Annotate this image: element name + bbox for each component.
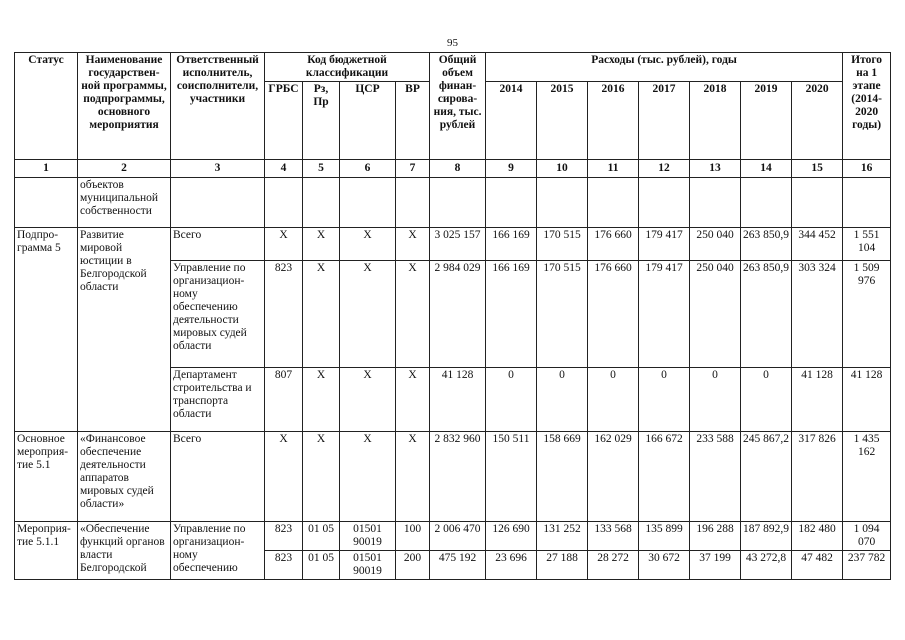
stage-total-cell: 41 128 <box>843 368 891 432</box>
year-cell: 344 452 <box>792 228 843 261</box>
year-cell: 263 850,9 <box>741 261 792 368</box>
stage-total-cell: 1 551 104 <box>843 228 891 261</box>
year-cell: 250 040 <box>690 261 741 368</box>
grbs-cell <box>265 522 303 580</box>
vr-cell: Х <box>396 432 430 522</box>
name-cell: объектов муниципальной собственности <box>78 178 171 228</box>
year-value: 27 188 <box>546 552 578 564</box>
year-cell: 170 515 <box>537 228 588 261</box>
col-number: 15 <box>792 160 843 178</box>
empty-cell <box>340 178 396 228</box>
year-value: 43 272,8 <box>745 552 787 564</box>
col-number: 8 <box>430 160 486 178</box>
col-number: 14 <box>741 160 792 178</box>
header-grbs: ГРБС <box>265 82 303 160</box>
year-cell: 303 324 <box>792 261 843 368</box>
rz-cell: Х <box>303 432 340 522</box>
csr-cell: Х <box>340 368 396 432</box>
stage-total-value: 237 782 <box>847 552 886 564</box>
empty-cell <box>843 178 891 228</box>
year-cell: 158 669 <box>537 432 588 522</box>
year-cell: 250 040 <box>690 228 741 261</box>
year-cell: 0 <box>639 368 690 432</box>
year-value: 196 288 <box>690 522 740 551</box>
year-value: 131 252 <box>537 522 587 551</box>
status-cell: Мероприя-тие 5.1.1 <box>15 522 78 580</box>
year-cell: 166 672 <box>639 432 690 522</box>
csr-cell <box>340 522 396 580</box>
year-value: 37 199 <box>699 552 731 564</box>
year-cell: 41 128 <box>792 368 843 432</box>
grbs-cell: 807 <box>265 368 303 432</box>
table-row <box>15 178 891 228</box>
year-cell: 179 417 <box>639 261 690 368</box>
total-cell: 41 128 <box>430 368 486 432</box>
col-number: 3 <box>171 160 265 178</box>
empty-cell <box>486 178 537 228</box>
year-cell <box>690 522 741 580</box>
vr-cell: Х <box>396 228 430 261</box>
name-cell: «Обеспечение функций органов власти Белгородской <box>78 522 171 580</box>
total-cell: 2 832 960 <box>430 432 486 522</box>
year-cell: 170 515 <box>537 261 588 368</box>
responsible-cell: Всего <box>171 432 265 522</box>
year-cell: 317 826 <box>792 432 843 522</box>
total-value: 475 192 <box>438 552 477 564</box>
col-number: 10 <box>537 160 588 178</box>
vr-cell: Х <box>396 368 430 432</box>
header-year: 2015 <box>537 82 588 160</box>
header-vr: ВР <box>396 82 430 160</box>
empty-cell <box>690 178 741 228</box>
header-year: 2020 <box>792 82 843 160</box>
rz-cell <box>303 522 340 580</box>
rz-cell: Х <box>303 261 340 368</box>
page-number: 95 <box>447 37 458 49</box>
grbs-cell: Х <box>265 432 303 522</box>
status-cell: Подпро-грамма 5 <box>15 228 78 432</box>
empty-cell <box>741 178 792 228</box>
empty-cell <box>265 178 303 228</box>
year-value: 182 480 <box>792 522 842 551</box>
year-cell: 176 660 <box>588 261 639 368</box>
name-cell: Развитие мировой юстиции в Белгородской области <box>78 228 171 432</box>
col-number: 5 <box>303 160 340 178</box>
header-rz-pr: Рз, Пр <box>303 82 340 160</box>
header-year: 2016 <box>588 82 639 160</box>
year-cell: 0 <box>741 368 792 432</box>
stage-total-cell: 1 435 162 <box>843 432 891 522</box>
grbs-value: 823 <box>274 552 293 564</box>
empty-cell <box>430 178 486 228</box>
empty-cell <box>639 178 690 228</box>
col-number: 2 <box>78 160 171 178</box>
stage-total-cell <box>843 522 891 580</box>
header-row <box>15 53 891 82</box>
header-expenses: Расходы (тыс. рублей), годы <box>486 53 843 82</box>
name-cell: «Финансовое обеспечение деятельности аппаратов мировых судей области» <box>78 432 171 522</box>
header-total: Общий объем финан-сирова-ния, тыс. рублей <box>430 53 486 160</box>
rz-value: 01 05 <box>308 552 334 564</box>
col-number: 16 <box>843 160 891 178</box>
grbs-cell: Х <box>265 228 303 261</box>
grbs-cell: 823 <box>265 261 303 368</box>
col-number: 12 <box>639 160 690 178</box>
col-number: 11 <box>588 160 639 178</box>
year-cell: 176 660 <box>588 228 639 261</box>
total-value: 2 006 470 <box>430 522 485 551</box>
col-number: 6 <box>340 160 396 178</box>
header-budget-code: Код бюджетной классификации <box>265 53 430 82</box>
col-number: 9 <box>486 160 537 178</box>
year-value: 133 568 <box>588 522 638 551</box>
empty-cell <box>396 178 430 228</box>
year-cell: 263 850,9 <box>741 228 792 261</box>
year-value: 23 696 <box>495 552 527 564</box>
stage-total-value: 1 094 070 <box>843 522 890 551</box>
year-cell <box>639 522 690 580</box>
header-name: Наименование государствен-ной программы, подпрограммы, основного мероприятия <box>78 53 171 160</box>
empty-cell <box>792 178 843 228</box>
header-csr: ЦСР <box>340 82 396 160</box>
year-value: 28 272 <box>597 552 629 564</box>
status-cell <box>15 178 78 228</box>
stage-total-cell: 1 509 976 <box>843 261 891 368</box>
header-status: Статус <box>15 53 78 160</box>
year-cell: 150 511 <box>486 432 537 522</box>
header-year: 2019 <box>741 82 792 160</box>
status-cell: Основное мероприя-тие 5.1 <box>15 432 78 522</box>
csr-cell: Х <box>340 228 396 261</box>
col-number: 13 <box>690 160 741 178</box>
year-cell: 0 <box>486 368 537 432</box>
header-year: 2017 <box>639 82 690 160</box>
vr-value: 100 <box>396 522 429 551</box>
year-cell: 166 169 <box>486 261 537 368</box>
rz-value: 01 05 <box>303 522 339 551</box>
year-cell: 179 417 <box>639 228 690 261</box>
header-year: 2018 <box>690 82 741 160</box>
csr-cell: Х <box>340 432 396 522</box>
year-cell <box>588 522 639 580</box>
total-cell <box>430 522 486 580</box>
csr-value: 01501 90019 <box>353 552 382 577</box>
total-cell: 2 984 029 <box>430 261 486 368</box>
empty-cell <box>171 178 265 228</box>
year-value: 30 672 <box>648 552 680 564</box>
rz-cell: Х <box>303 368 340 432</box>
year-cell <box>486 522 537 580</box>
responsible-cell: Управление по организацион-ному обеспечению <box>171 522 265 580</box>
year-cell <box>741 522 792 580</box>
empty-cell <box>303 178 340 228</box>
rz-cell: Х <box>303 228 340 261</box>
year-value: 47 482 <box>801 552 833 564</box>
budget-table <box>14 52 891 580</box>
year-cell: 0 <box>537 368 588 432</box>
col-number: 7 <box>396 160 430 178</box>
year-cell: 162 029 <box>588 432 639 522</box>
year-cell: 0 <box>690 368 741 432</box>
vr-cell <box>396 522 430 580</box>
column-numbers-row <box>15 160 891 178</box>
year-cell <box>537 522 588 580</box>
responsible-cell: Управление по организацион-ному обеспечению деятельности мировых судей области <box>171 261 265 368</box>
header-responsible: Ответственный исполнитель, соисполнители, участники <box>171 53 265 160</box>
grbs-value: 823 <box>265 522 302 551</box>
year-cell: 233 588 <box>690 432 741 522</box>
responsible-cell: Всего <box>171 228 265 261</box>
col-number: 4 <box>265 160 303 178</box>
table-row <box>15 228 891 261</box>
year-value: 135 899 <box>639 522 689 551</box>
year-value: 187 892,9 <box>741 522 791 551</box>
empty-cell <box>588 178 639 228</box>
vr-value: 200 <box>403 552 422 564</box>
csr-value: 01501 90019 <box>340 522 395 551</box>
header-stage-total: Итого на 1 этапе (2014-2020 годы) <box>843 53 891 160</box>
csr-cell: Х <box>340 261 396 368</box>
year-value: 126 690 <box>486 522 536 551</box>
year-cell: 166 169 <box>486 228 537 261</box>
table-row <box>15 522 891 580</box>
year-cell <box>792 522 843 580</box>
vr-cell: Х <box>396 261 430 368</box>
table-row <box>15 432 891 522</box>
year-cell: 245 867,2 <box>741 432 792 522</box>
total-cell: 3 025 157 <box>430 228 486 261</box>
year-cell: 0 <box>588 368 639 432</box>
col-number: 1 <box>15 160 78 178</box>
responsible-cell: Департамент строительства и транспорта области <box>171 368 265 432</box>
header-year: 2014 <box>486 82 537 160</box>
empty-cell <box>537 178 588 228</box>
